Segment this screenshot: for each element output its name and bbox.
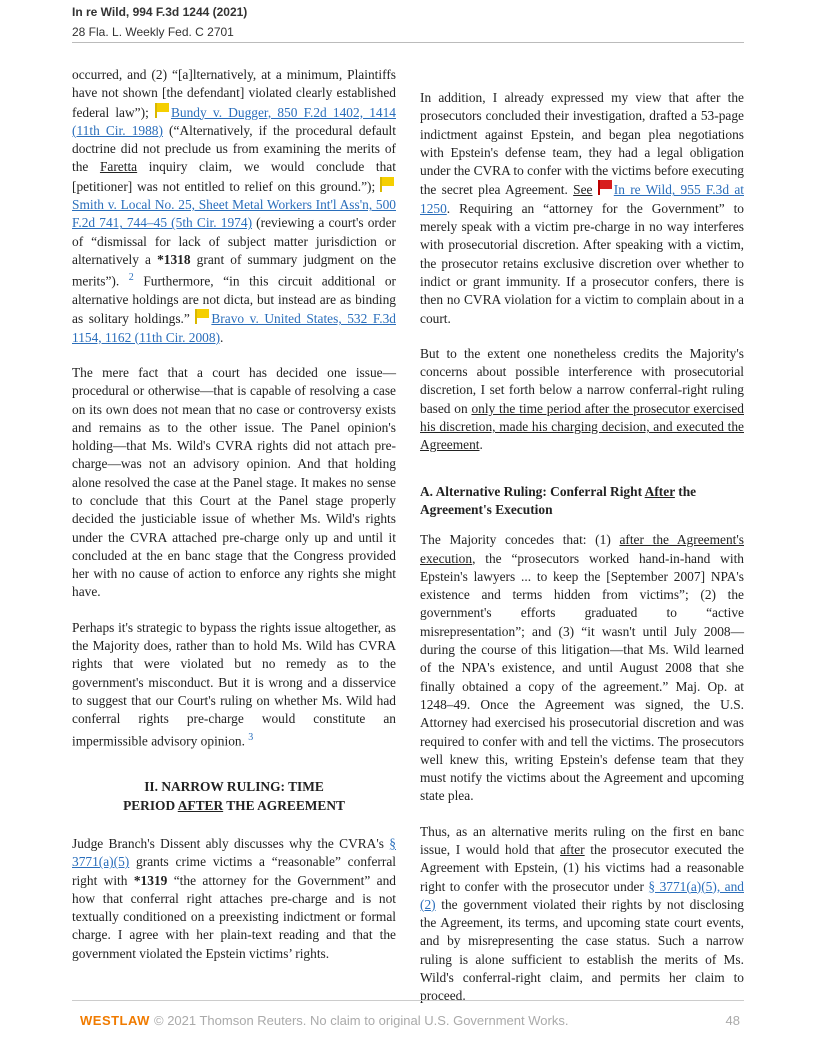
text: PERIOD (123, 797, 178, 813)
text: . (220, 329, 224, 345)
subsection-heading (420, 483, 744, 520)
text: Perhaps it's strategic to bypass the rights issue altogether, as the Majority does, rather than to hold Ms. Wild has CVRA rights that were violated but no remedy as to the government's misconduct. But it is wrong and a disservice to suggest that our Court's ruling on whether Ms. Wild had conferral rights pre-charge would constitute an impermissible advisory opinion. (72, 619, 396, 749)
yellow-flag-icon[interactable] (195, 309, 209, 324)
text: In addition, I already expressed my view that after the prosecutors concluded their investigation, drafted a 53-page indictment against Epstein, and began plea negotiations with Epstein's defense team, they had a legal obligation under the CVRA to confer with the victims before executing the secret plea Agreement. (420, 90, 744, 198)
statute-link[interactable]: § 3771(a)(5) (72, 835, 396, 870)
heading-line: II. NARROW RULING: TIME (144, 779, 324, 795)
red-flag-icon[interactable] (598, 180, 612, 195)
text: After (644, 483, 675, 499)
paragraph (72, 619, 396, 751)
text: AFTER (177, 797, 224, 813)
footnote-link[interactable]: 3 (248, 731, 254, 743)
page-marker: *1319 (133, 872, 168, 888)
text: Furthermore, “in this circuit additional or alternative holdings are not dicta, but instead are as binding as solitary holdings.” (72, 273, 396, 327)
page-footer (72, 1000, 744, 1028)
text: . (479, 437, 483, 453)
text: occurred, and (2) “[a]lternatively, at a minimum, Plaintiffs have not shown [the defendant] violated clearly established federal law”); (72, 67, 396, 120)
signal-see: See (573, 182, 593, 198)
yellow-flag-icon[interactable] (380, 177, 394, 192)
left-column (72, 66, 396, 980)
text: the prosecutor executed the Agreement with Epstein, (1) his victims had a reasonable right to confer with the prosecutor under (420, 841, 744, 894)
text: THE AGREEMENT (223, 797, 345, 813)
faretta-term: Faretta (99, 159, 138, 175)
text: grants crime victims a “reasonable” conferral right with (72, 854, 396, 888)
footnote-link[interactable]: 2 (128, 272, 134, 284)
text: the Agreement's Execution (420, 483, 697, 517)
text: Thus, as an alternative merits ruling on the first en banc issue, I would hold that (420, 823, 744, 857)
paragraph (420, 531, 744, 805)
text: after the Agreement's execution (420, 532, 744, 566)
right-column (420, 89, 744, 1023)
text: Judge Branch's Dissent ably discusses why the CVRA's (72, 835, 390, 851)
statute-link[interactable]: § 3771(a)(5), and (2) (420, 878, 744, 912)
text: only the time period after the prosecutor exercised his discretion, made his charging decision, and executed the Agreement (420, 400, 744, 453)
text: “the attorney for the Government” and how that conferral right attaches pre-charge and is not textually conditioned on a preexisting indictment or formal charge. I agree with her plain-text reading and that the government violated the Epstein victims’ rights. (72, 872, 396, 961)
copyright-notice: © 2021 Thomson Reuters. No claim to original U.S. Government Works. (154, 1013, 569, 1028)
case-title: In re Wild, 994 F.3d 1244 (2021) (72, 5, 248, 19)
westlaw-logo: WESTLAW (80, 1013, 150, 1028)
text: inquiry claim, we would conclude that [petitioner] was not entitled to relief on this ground.”); (72, 159, 396, 194)
citation-link-bravo[interactable]: Bravo v. United States, 532 F.3d 1154, 1162 (11th Cir. 2008) (72, 311, 396, 345)
reporter-citation: 28 Fla. L. Weekly Fed. C 2701 (72, 25, 234, 39)
paragraph (420, 89, 744, 328)
text: the government violated their rights by not disclosing the Agreement, its terms, and upcoming state court events, and by misrepresenting the case status. Such a narrow ruling is alone sufficient to establish the merits of Ms. Wild's conferral-right claim, and permits her claim to proceed. (420, 896, 744, 1004)
text: (“Alternatively, if the procedural default doctrine did not preclude us from examining the merits of the (72, 122, 396, 175)
heading-line (72, 797, 396, 815)
citation-link-bundy[interactable]: Bundy v. Dugger, 850 F.2d 1402, 1414 (11th Cir. 1988) (72, 104, 396, 138)
text: But to the extent one nonetheless credits the Majority's concerns about possible interference with prosecutorial discretion, I set forth below a narrow conferral-right ruling based on (420, 345, 744, 416)
citation-link-smith[interactable]: Smith v. Local No. 25, Sheet Metal Workers Int'l Ass'n, 500 F.2d 741, 744–45 (5th Cir. 1974) (72, 197, 396, 231)
page-marker: *1318 (157, 251, 191, 267)
text: (reviewing a court's order of “dismissal for lack of subject matter jurisdiction or alternatively a (72, 215, 396, 267)
text: , the “prosecutors worked hand-in-hand with Epstein's lawyers ... to keep the [September 2007] NPA's existence and terms hidden from victims”; (2) the government's efforts graduated to “active misrepresentation”; and (3) “it wasn't until July 2008—during the course of this litigation—that Ms. Wild learned of the NPA's existence, and until August 2008 that she finally obtained a copy of the agreement.” Maj. Op. at 1248–49. Once the Agreement was signed, the U.S. Attorney had exercised his prosecutorial discretion and was required to confer with and tell the victims. The prosecutors well knew this, writing Epstein's defense team that they must notify the victims about the Agreement and upcoming state plea. (420, 550, 744, 804)
paragraph (420, 823, 744, 1006)
header-divider (72, 42, 744, 43)
yellow-flag-icon[interactable] (155, 103, 169, 118)
text: The Majority concedes that: (1) (420, 532, 620, 548)
text: after (560, 841, 585, 857)
text: A. Alternative Ruling: Conferral Right (420, 483, 645, 499)
text: grant of summary judgment on the merits”). (72, 251, 397, 289)
paragraph (72, 835, 396, 963)
paragraph: The mere fact that a court has decided one issue—procedural or otherwise—that is capable of resolving a case on its own does not mean that no case or controversy exists and remains as to the other issue. The Panel opinion's holding—that Ms. Wild's CVRA rights did not attach pre-charge—was not an advisory opinion. And that holding alone resolved the case at the Panel stage. It makes no sense to conclude that this Court at the Panel stage properly decided the justiciable issue of whether Ms. Wild's rights under the CVRA attached pre-charge only up and until it concluded at the en banc stage that the Congress provided her with no cause of action to enforce any rights she might have. (72, 364, 396, 600)
section-heading (72, 778, 396, 815)
page-number: 48 (725, 1013, 740, 1028)
paragraph (72, 66, 396, 347)
paragraph (420, 345, 744, 455)
text: . Requiring an “attorney for the Government” to merely speak with a victim pre-charge in no way interferes with prosecutorial discretion. After speaking with a victim, the prosecutor retains exclusive discretion over whether to indict or grant immunity. If a prosecutor confers, there is then no CVRA violation for a victim to complain about in a court. (420, 200, 744, 326)
citation-link-in-re-wild[interactable]: In re Wild, 955 F.3d at 1250 (420, 182, 744, 216)
